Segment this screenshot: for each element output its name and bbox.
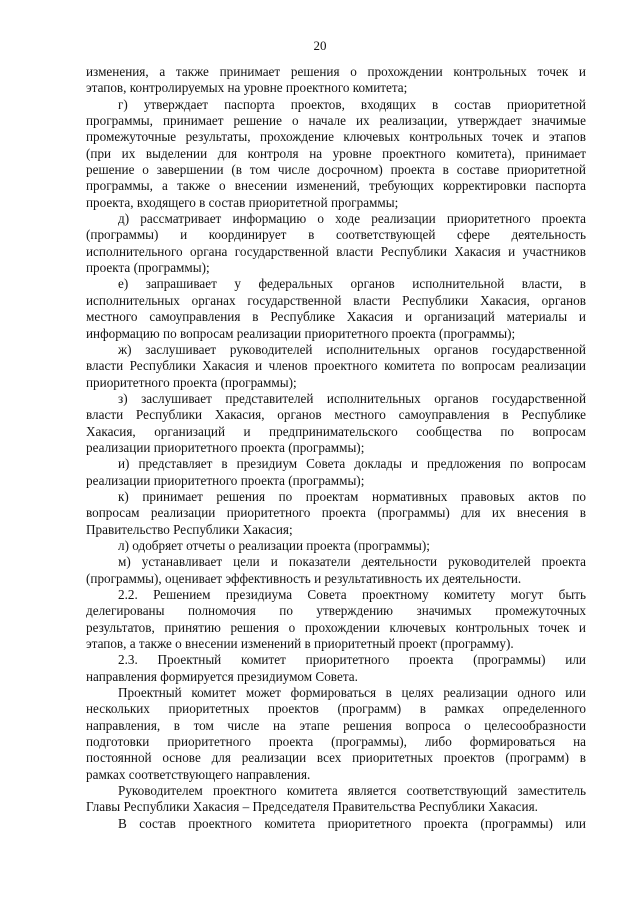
text-line: результатов, принятию решения о прохождении ключевых контрольных точек и — [86, 619, 586, 635]
text-line: местного самоуправления в Республике Хакасия и организаций материалы и — [86, 309, 586, 325]
text-line: 2.3. Проектный комитет приоритетного проекта (программы) или — [118, 652, 586, 668]
page-number: 20 — [313, 38, 327, 53]
text-line: рамках соответствующего направления. — [86, 766, 311, 782]
text-line: вопросам реализации приоритетного проекта (программы) для их внесения в — [86, 505, 586, 521]
text-line: исполнительных органах государственной власти Республики Хакасия, органов — [86, 292, 586, 308]
text-line: власти Республики Хакасия, органов местного самоуправления в Республике — [86, 407, 586, 423]
text-line: ж) заслушивает руководителей исполнительных органов государственной — [118, 341, 586, 357]
text-line: д) рассматривает информацию о ходе реализации приоритетного проекта — [118, 211, 586, 227]
text-line: Главы Республики Хакасия – Председателя Правительства Республики Хакасия. — [86, 799, 538, 815]
text-line: исполнительного органа государственной власти Республики Хакасия и участников — [86, 243, 586, 259]
text-line: м) устанавливает цели и показатели деятельности руководителей проекта — [118, 554, 586, 570]
text-line: промежуточные результаты, прохождение ключевых контрольных точек и этапов — [86, 129, 586, 145]
text-line: власти Республики Хакасия и членов проектного комитета по вопросам реализации — [86, 358, 586, 374]
text-line: программы, принимает решение о начале их реализации, утверждает значимые — [86, 113, 586, 129]
text-line: к) принимает решения по проектам нормативных правовых актов по — [118, 488, 586, 504]
text-line: делегированы полномочия по утверждению значимых промежуточных — [86, 603, 586, 619]
text-line: е) запрашивает у федеральных органов исполнительной власти, в — [118, 276, 586, 292]
text-line: реализации приоритетного проекта (программы); — [86, 439, 365, 455]
document-body — [86, 64, 586, 832]
text-line: 2.2. Решением президиума Совета проектному комитету могут быть — [118, 587, 586, 602]
text-line: Проектный комитет может формироваться в целях реализации одного или — [118, 685, 586, 701]
text-line: Правительство Республики Хакасия; — [86, 521, 293, 537]
text-line: (при их выделении для контроля на уровне проектного комитета), принимает — [86, 145, 586, 161]
text-line: проекта, входящего в состав приоритетной программы; — [86, 194, 399, 210]
text-line: направления, в том числе на этапе решения вопроса о целесообразности — [86, 717, 586, 733]
text-line: Руководителем проектного комитета является соответствующий заместитель — [118, 783, 586, 799]
text-line: этапов, контролируемых на уровне проектного комитета; — [86, 80, 408, 96]
text-line: г) утверждает паспорта проектов, входящих в состав приоритетной — [118, 96, 586, 112]
text-line: (программы) и координирует в соответствующей сфере деятельность — [86, 227, 586, 243]
text-line: проекта (программы); — [86, 260, 210, 276]
text-line: В состав проектного комитета приоритетного проекта (программы) или — [118, 815, 586, 831]
text-line: реализации приоритетного проекта (программы); — [86, 472, 365, 488]
text-line: нескольких приоритетных проектов (программ) в рамках определенного — [86, 701, 586, 717]
text-line: и) представляет в президиум Совета доклады и предложения по вопросам — [118, 456, 586, 472]
text-line: з) заслушивает представителей исполнительных органов государственной — [118, 390, 586, 406]
text-line: решение о завершении (в том числе досрочном) проекта в составе приоритетной — [86, 162, 586, 178]
text-line: изменения, а также принимает решения о прохождении контрольных точек и — [86, 64, 586, 79]
text-line: постоянной основе для реализации всех приоритетных проектов (программ) в — [86, 750, 586, 766]
text-line: Хакасия, организаций и предпринимательского сообщества по вопросам — [86, 423, 586, 439]
text-line: л) одобряет отчеты о реализации проекта (программы); — [118, 537, 430, 553]
text-line: этапов, а также о внесении изменений в приоритетный проект (программу). — [86, 636, 514, 652]
text-line: направления формируется президиумом Совета. — [86, 668, 358, 684]
text-line: программы, а также о внесении изменений, требующих корректировки паспорта — [86, 178, 586, 194]
text-line: приоритетного проекта (программы); — [86, 374, 297, 390]
text-line: информацию по вопросам реализации приоритетного проекта (программы); — [86, 325, 516, 341]
text-line: (программы), оценивает эффективность и результативность их деятельности. — [86, 570, 522, 586]
text-line: подготовки приоритетного проекта (программы), либо формироваться на — [86, 734, 586, 750]
